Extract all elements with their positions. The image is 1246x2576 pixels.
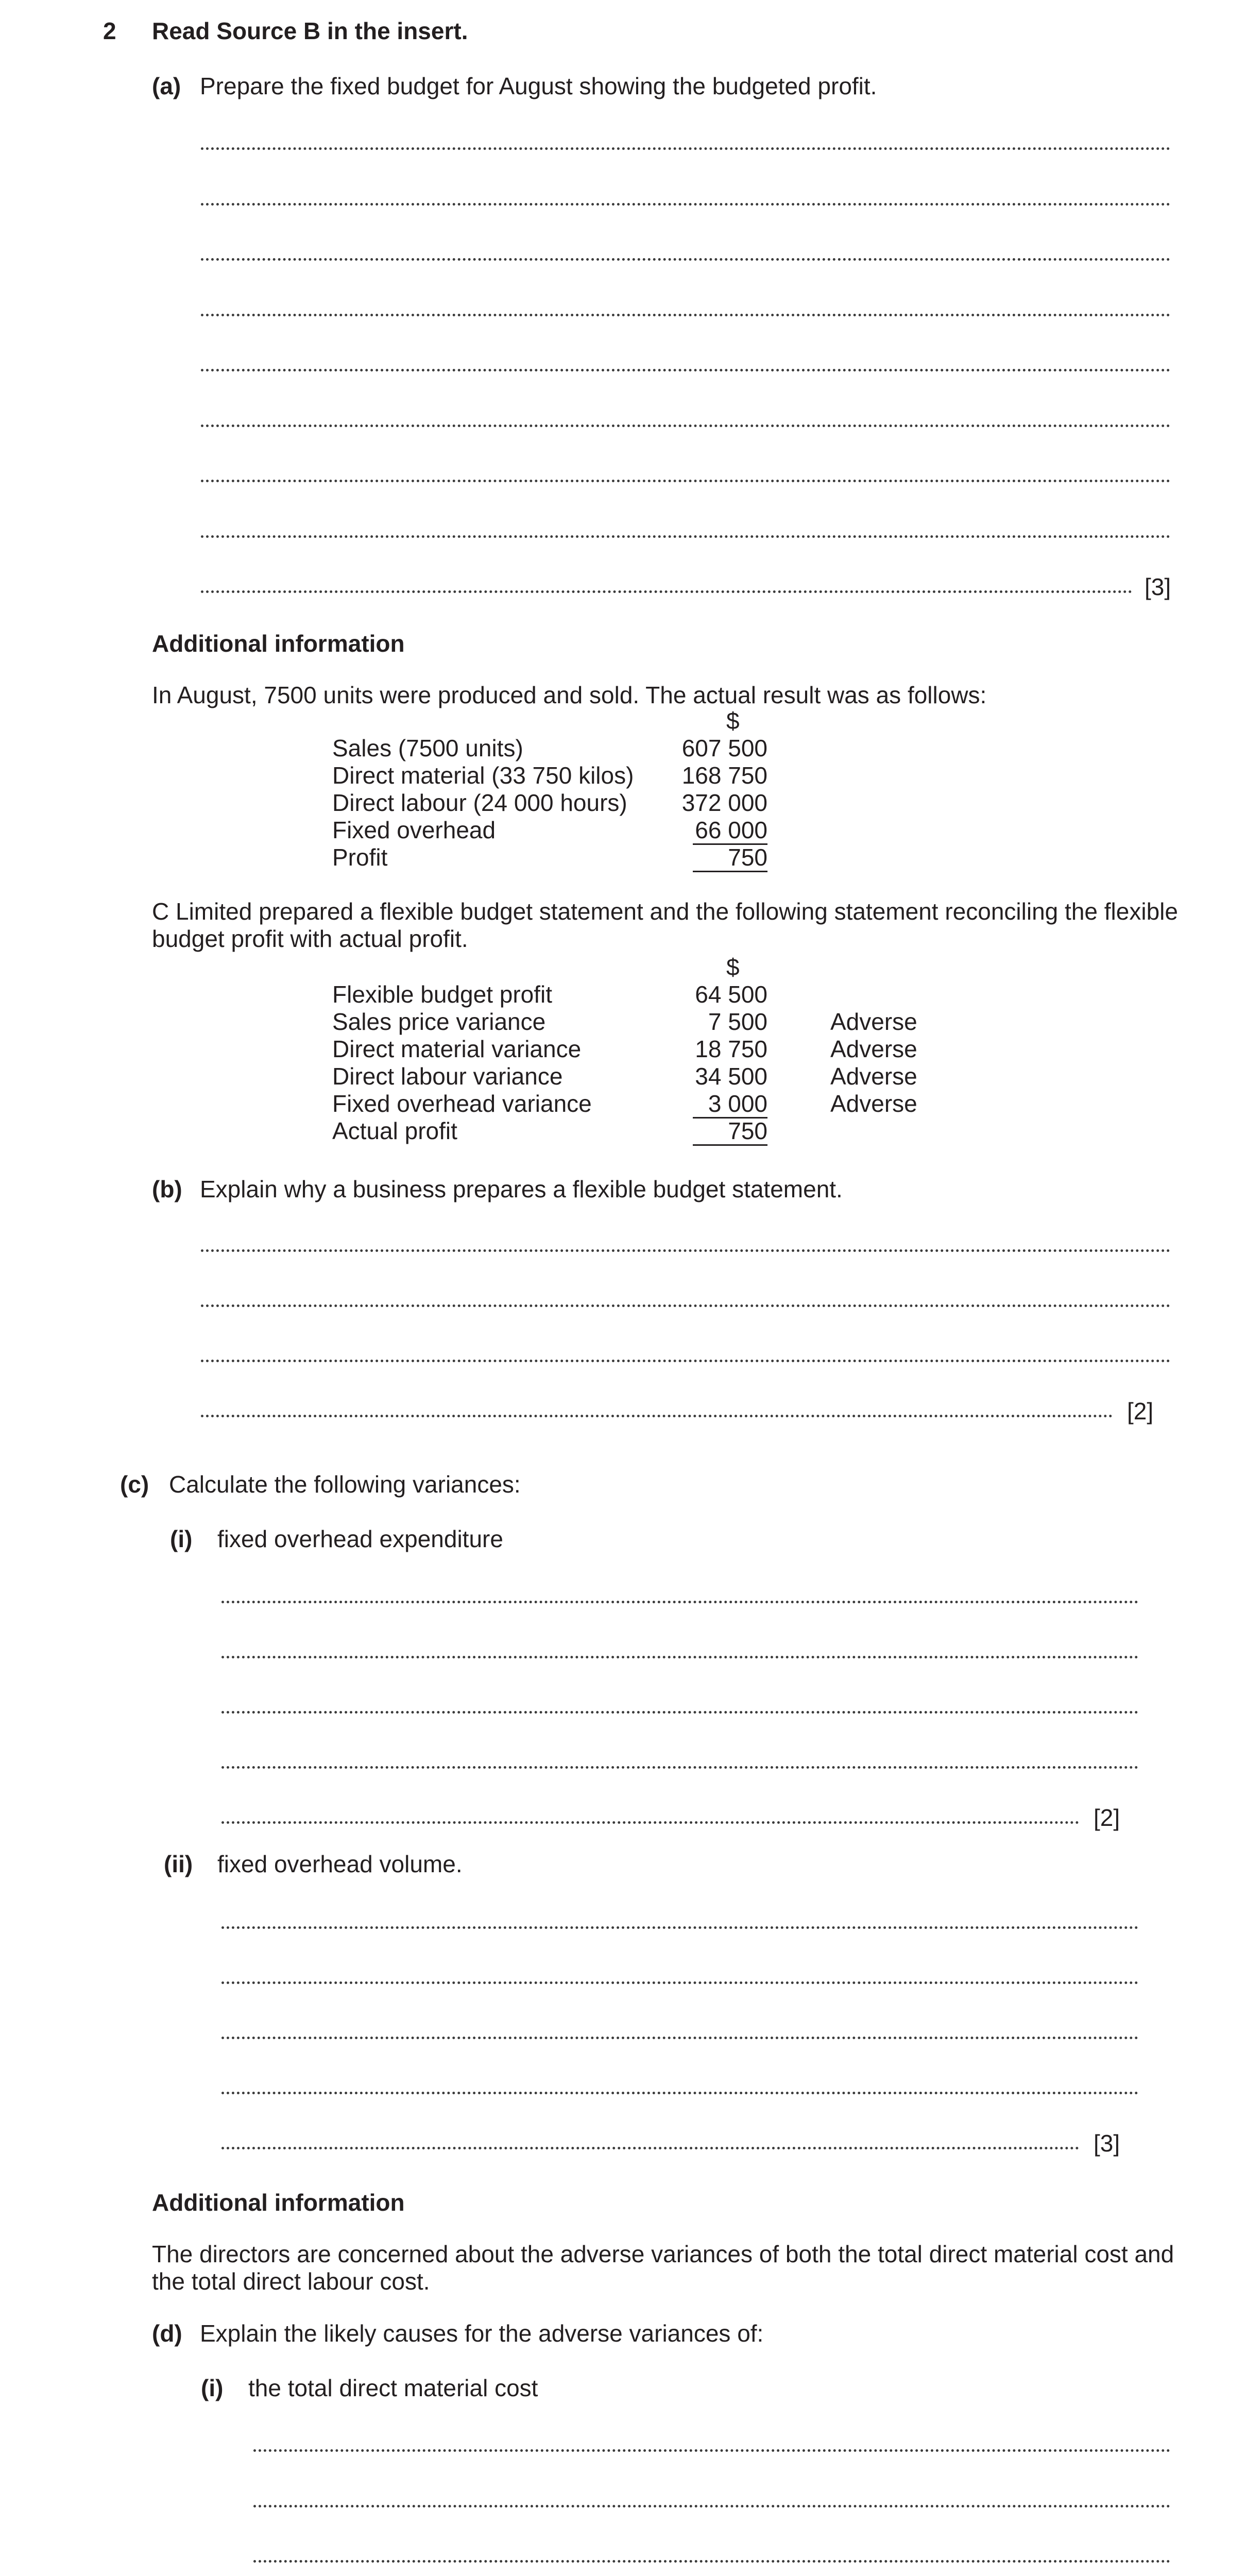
answer-line-d-i-2[interactable] — [253, 2505, 1170, 2507]
info1-text: In August, 7500 units were produced and sold. The actual result was as follows: — [152, 682, 987, 708]
actual-row-value: 607 500 — [681, 735, 767, 761]
part-d-label: (d) — [152, 2320, 182, 2347]
recon-row-note: Adverse — [830, 1090, 917, 1117]
answer-line-a-8[interactable] — [201, 535, 1170, 538]
part-b-label: (b) — [152, 1176, 182, 1202]
answer-line-a-9[interactable] — [201, 590, 1132, 593]
answer-line-c-i-1[interactable] — [221, 1601, 1138, 1603]
total-rule — [693, 1144, 767, 1146]
actual-row-label: Sales (7500 units) — [332, 735, 523, 761]
answer-line-c-ii-2[interactable] — [221, 1981, 1138, 1984]
recon-row-label: Flexible budget profit — [332, 981, 553, 1008]
info3-heading: Additional information — [152, 2189, 405, 2216]
info3-text-line2: the total direct labour cost. — [152, 2268, 430, 2295]
answer-line-b-3[interactable] — [201, 1360, 1170, 1362]
recon-row-note: Adverse — [830, 1063, 917, 1090]
question-heading: Read Source B in the insert. — [152, 18, 468, 44]
recon-row-value: 64 500 — [695, 981, 767, 1008]
part-a-prompt: Prepare the fixed budget for August showing the budgeted profit. — [200, 73, 877, 99]
actual-row-value: 66 000 — [695, 817, 767, 843]
info1-heading: Additional information — [152, 630, 405, 657]
recon-row-value: 3 000 — [708, 1090, 767, 1117]
recon-row-label: Direct material variance — [332, 1036, 582, 1062]
info3-text-line1: The directors are concerned about the adverse variances of both the total direct material cost and — [152, 2241, 1174, 2267]
part-b-marks: [2] — [1127, 1398, 1154, 1425]
part-c-label: (c) — [120, 1471, 149, 1498]
recon-row-note: Adverse — [830, 1008, 917, 1035]
answer-line-a-2[interactable] — [201, 203, 1170, 206]
answer-line-c-ii-1[interactable] — [221, 1926, 1138, 1929]
recon-row-value: 750 — [728, 1117, 767, 1144]
answer-line-b-2[interactable] — [201, 1304, 1170, 1307]
recon-row-value: 7 500 — [708, 1008, 767, 1035]
part-a-marks: [3] — [1145, 573, 1171, 600]
answer-line-a-1[interactable] — [201, 147, 1170, 150]
part-d-i-text: the total direct material cost — [248, 2375, 538, 2401]
answer-line-a-3[interactable] — [201, 258, 1170, 261]
recon-row-value: 18 750 — [695, 1036, 767, 1062]
answer-line-c-i-2[interactable] — [221, 1656, 1138, 1658]
question-number: 2 — [103, 18, 116, 44]
recon-row-label: Direct labour variance — [332, 1063, 563, 1090]
answer-line-d-i-3[interactable] — [253, 2560, 1170, 2563]
actual-row-label: Profit — [332, 844, 388, 871]
part-d-prompt: Explain the likely causes for the adverse variances of: — [200, 2320, 764, 2347]
answer-line-a-4[interactable] — [201, 314, 1170, 316]
answer-line-a-6[interactable] — [201, 425, 1170, 427]
info2-text-line2: budget profit with actual profit. — [152, 925, 468, 952]
part-c-ii-marks: [3] — [1094, 2130, 1120, 2157]
recon-row-value: 34 500 — [695, 1063, 767, 1090]
part-c-i-text: fixed overhead expenditure — [217, 1526, 503, 1552]
answer-line-a-5[interactable] — [201, 369, 1170, 371]
answer-line-c-i-3[interactable] — [221, 1711, 1138, 1714]
answer-line-b-1[interactable] — [201, 1249, 1170, 1252]
actual-row-value: 168 750 — [681, 762, 767, 789]
answer-line-b-4[interactable] — [201, 1415, 1113, 1417]
recon-row-note: Adverse — [830, 1036, 917, 1062]
actual-row-label: Fixed overhead — [332, 817, 496, 843]
reconciliation-currency: $ — [726, 954, 740, 980]
part-c-prompt: Calculate the following variances: — [169, 1471, 521, 1498]
part-b-prompt: Explain why a business prepares a flexible budget statement. — [200, 1176, 843, 1202]
actual-row-label: Direct labour (24 000 hours) — [332, 789, 627, 816]
total-rule — [693, 871, 767, 872]
answer-line-c-ii-5[interactable] — [221, 2147, 1079, 2149]
part-d-i-label: (i) — [201, 2375, 224, 2401]
part-a-label: (a) — [152, 73, 181, 99]
recon-row-label: Actual profit — [332, 1117, 457, 1144]
answer-line-c-ii-3[interactable] — [221, 2037, 1138, 2039]
recon-row-label: Sales price variance — [332, 1008, 546, 1035]
recon-row-label: Fixed overhead variance — [332, 1090, 592, 1117]
actual-row-label: Direct material (33 750 kilos) — [332, 762, 634, 789]
actual-row-value: 372 000 — [681, 789, 767, 816]
part-c-i-marks: [2] — [1094, 1804, 1120, 1831]
part-c-i-label: (i) — [170, 1526, 193, 1552]
info2-text-line1: C Limited prepared a flexible budget statement and the following statement reconciling the flexible — [152, 898, 1178, 925]
answer-line-d-i-1[interactable] — [253, 2449, 1170, 2452]
part-c-ii-label: (ii) — [164, 1851, 193, 1877]
answer-line-c-i-4[interactable] — [221, 1766, 1138, 1769]
answer-line-c-i-5[interactable] — [221, 1821, 1079, 1824]
part-c-ii-text: fixed overhead volume. — [217, 1851, 463, 1877]
actual-row-value: 750 — [728, 844, 767, 871]
answer-line-a-7[interactable] — [201, 480, 1170, 482]
answer-line-c-ii-4[interactable] — [221, 2092, 1138, 2094]
actual-results-currency: $ — [726, 707, 740, 734]
